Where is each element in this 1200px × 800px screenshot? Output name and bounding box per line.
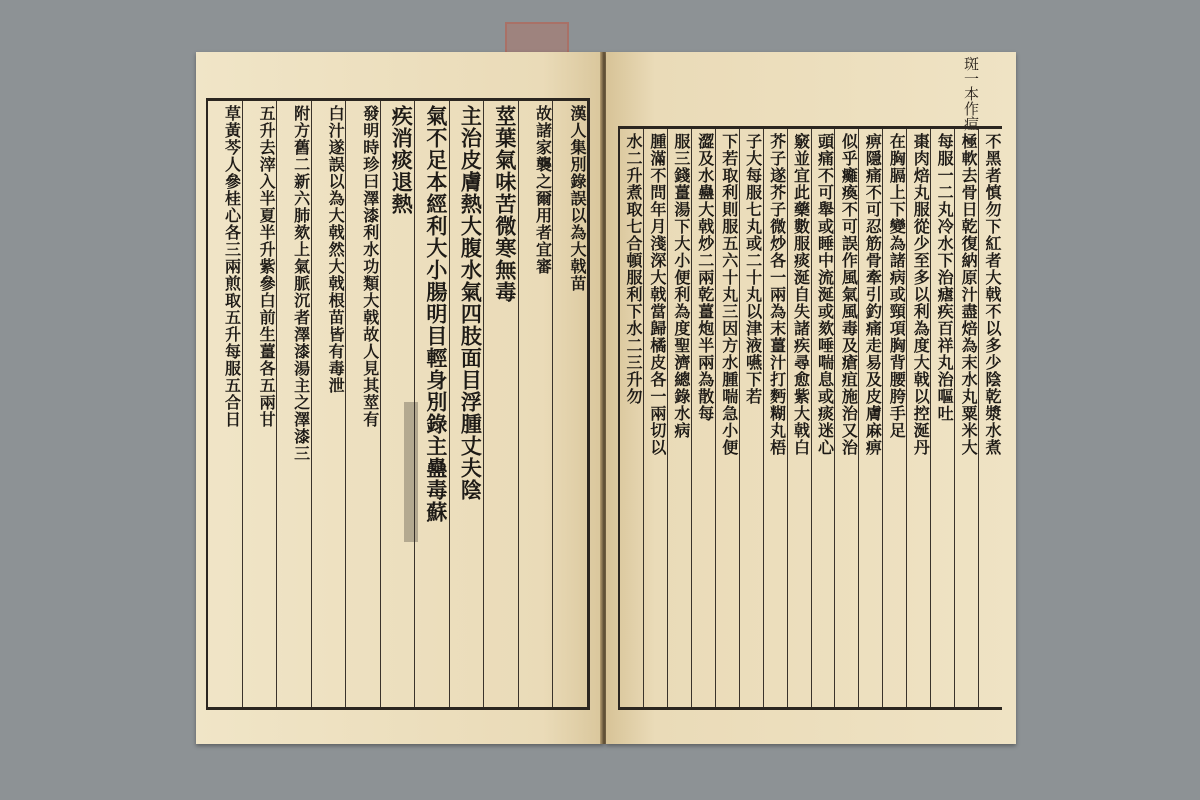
left-column-10: 五升去滓入半夏半升紫參白前生薑各五兩甘 (242, 101, 277, 707)
left-column-9: 附方舊二新六肺欬上氣脈沉者澤漆湯主之澤漆三 (276, 101, 311, 707)
left-text-columns (208, 101, 587, 707)
margin-annotation: 斑一本作痘 (962, 56, 980, 131)
open-book (196, 52, 1016, 752)
right-column-4: 棗肉焙丸服從少至多以利為度大戟以控涎丹 (906, 129, 930, 707)
left-column-7: 發明時珍曰澤漆利水功類大戟故人見其莖有 (345, 101, 380, 707)
left-column-6: 疾消痰退熱 (380, 101, 415, 707)
right-page (606, 52, 1016, 744)
right-column-3: 每服一二丸冷水下治瘧疾百祥丸治嘔吐 (930, 129, 954, 707)
right-text-columns (620, 129, 1002, 707)
right-column-8: 頭痛不可舉或睡中流涎或欬唾喘息或痰迷心 (811, 129, 835, 707)
left-column-11: 草黃芩人參桂心各三兩煎取五升每服五合日 (222, 105, 242, 428)
left-column-4: 主治皮膚熱大腹水氣四肢面目浮腫丈夫陰 (449, 101, 484, 707)
left-column-1: 漢人集別錄誤以為大戟苗 (552, 101, 587, 707)
right-column-9: 竅並宜此藥數服痰涎自失諸疾尋愈紫大戟白 (787, 129, 811, 707)
left-column-5: 氣不足本經利大小腸明目輕身別錄主蠱毒蘇 (414, 101, 449, 707)
left-column-2: 故諸家襲之爾用者宜審 (518, 101, 553, 707)
left-page-frame (206, 98, 590, 710)
ink-stain (404, 402, 418, 542)
right-column-6: 痹隱痛不可忍筋骨牽引釣痛走易及皮膚麻痹 (858, 129, 882, 707)
right-column-7: 似乎癱瘓不可誤作風氣風毒及瘡疽施治又治 (834, 129, 858, 707)
right-column-11: 子大每服七丸或二十丸以津液嚥下若 (739, 129, 763, 707)
left-column-3: 莖葉氣味苦微寒無毒 (483, 101, 518, 707)
right-column-12: 下若取利則服五六十丸三因方水腫喘急小便 (715, 129, 739, 707)
right-column-2: 極軟去骨日乾復納原汁盡焙為末水丸粟米大 (954, 129, 978, 707)
left-column-8: 白汁遂誤以為大戟然大戟根苗皆有毒泄 (311, 101, 346, 707)
left-page (196, 52, 604, 744)
right-column-14: 服三錢薑湯下大小便利為度聖濟總錄水病 (667, 129, 691, 707)
right-column-16: 水二升煮取七合頓服利下水二三升勿 (623, 133, 643, 405)
right-column-13: 澀及水蠱大戟炒二兩乾薑炮半兩為散每 (691, 129, 715, 707)
right-column-1: 不黑者慎勿下紅者大戟不以多少陰乾漿水煮 (978, 129, 1002, 707)
right-column-10: 芥子遂芥子微炒各一兩為末薑汁打麪糊丸梧 (763, 129, 787, 707)
right-column-5: 在胸膈上下變為諸病或頸項胸背腰胯手足 (882, 129, 906, 707)
right-column-15: 腫滿不問年月淺深大戟當歸橘皮各一兩切以 (643, 129, 667, 707)
right-page-frame (618, 126, 1002, 710)
